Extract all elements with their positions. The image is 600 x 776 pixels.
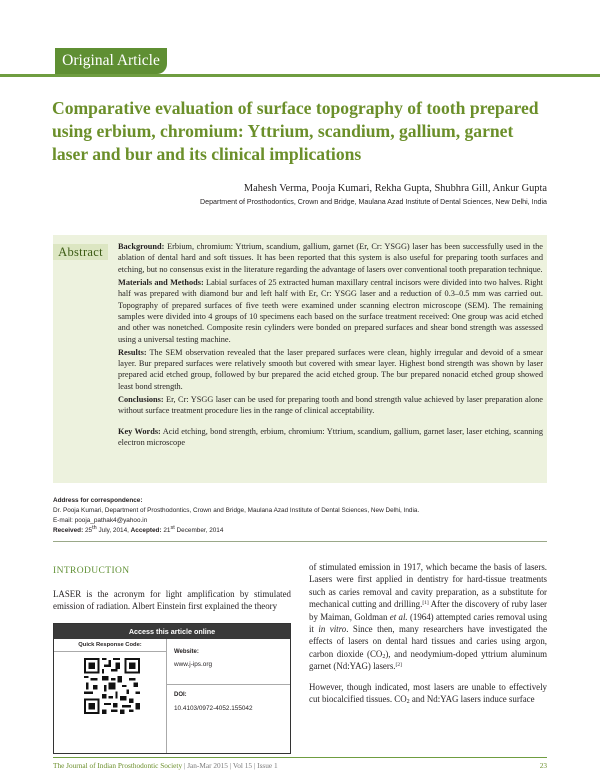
website-link[interactable]: www.j-ips.org (174, 661, 212, 668)
abstract-body (118, 241, 543, 450)
correspondence-email[interactable]: pooja_pathak4@yahoo.in (74, 517, 148, 524)
page-number: 23 (539, 761, 547, 770)
abstract-keywords: Key Words: Acid etching, bond strength, erbium, chromium: Yttrium, scandium, gallium, garnet laser, laser etching, scanning electron microscope (118, 426, 543, 447)
qr-code-cell (54, 652, 167, 753)
abstract-background: Background: Erbium, chromium: Yttrium, scandium, gallium, garnet (Er, Cr: YSGG) laser has been successfully used in the ablation of dental hard and soft tissues. It has been reported that this system is also useful for preparing tooth surfaces and etching, but no consensus exist in the literature regarding the advantage of lasers over conventional tooth preparation technique. (118, 242, 543, 274)
access-box-heading: Access this article online (54, 624, 290, 639)
citation-ref-2[interactable]: [2] (395, 662, 402, 669)
access-online-box (53, 623, 291, 754)
doi-label: DOI: (174, 692, 187, 698)
header-rule (0, 74, 600, 77)
footer-rule (53, 757, 547, 758)
citation-ref-1[interactable]: [1] (422, 600, 429, 607)
qr-code-icon[interactable] (84, 658, 140, 714)
introduction-paragraph-2: of stimulated emission in 1917, which became the basis of lasers. Lasers were first applied in dentistry for hard-tissue treatments such as caries removal and cavity preparation, as a substitute for mechanical cutting and drilling.[1] After the discovery of ruby laser by Maiman, Goldman et al. (1964) attempted caries removal using it in vitro. Since then, many researchers have investigated the effects of lasers on dental hard tissues and caries using argon, carbon dioxide $(CO_2)$, and neodymium-doped yttrium aluminum garnet (Nd:YAG) lasers.[2] (309, 562, 548, 672)
footer-journal (53, 761, 278, 770)
introduction-right-column (309, 561, 547, 705)
correspondence-divider (53, 541, 547, 542)
introduction-heading: INTRODUCTION (53, 566, 130, 576)
abstract-results: Results: The SEM observation revealed that the laser prepared surfaces were clean, highly irregular and devoid of a smear layer. Bur prepared surfaces were relatively smooth but covered with smear layer. Highest bond strength was shown by laser prepared acid etched group, followed by bur prepared the acid etched group. The bur prepared nonacid etched group showed least bond strength. (118, 347, 543, 391)
access-box-divider (167, 684, 290, 685)
doi-link[interactable]: 10.4103/0972-4052.155042 (174, 705, 253, 712)
correspondence-address: Dr. Pooja Kumari, Department of Prosthodontics, Crown and Bridge, Maulana Azad Institute of Dental Sciences, New Delhi, India. (53, 507, 420, 514)
article-title: Comparative evaluation of surface topography of tooth prepared using erbium, chromium: Yttrium, scandium, gallium, garnet laser and bur and its clinical implications (52, 98, 539, 164)
author-list: Mahesh Verma, Pooja Kumari, Rekha Gupta, Shubhra Gill, Ankur Gupta (243, 183, 547, 194)
author-affiliation: Department of Prosthodontics, Crown and Bridge, Maulana Azad Institute of Dental Sciences, New Delhi, India (200, 198, 547, 206)
abstract-conclusions: Conclusions: Er, Cr: YSGG laser can be used for preparing tooth and bond strength value achieved by laser preparation alone without surface treatment procedure lies in the range of clinical acceptability. (118, 394, 543, 416)
website-label: Website: (174, 649, 199, 655)
correspondence-label: Address for correspondence: (53, 497, 143, 504)
journal-issue-info: | Jan-Mar 2015 | Vol 15 | Issue 1 (182, 761, 278, 770)
correspondence-email-line: E-mail: pooja_pathak4@yahoo.in (53, 517, 148, 524)
introduction-paragraph-1: LASER is the acronym for light amplification by stimulated emission of radiation. Albert Einstein first explained the theory (53, 589, 291, 612)
correspondence-block (53, 496, 547, 536)
article-type-badge: Original Article (55, 48, 167, 74)
qr-code-label: Quick Response Code: (54, 639, 167, 652)
received-accepted-dates: Received: 25th July, 2014, Accepted: 21st December, 2014 (53, 525, 224, 534)
abstract-methods: Materials and Methods: Labial surfaces of 25 extracted human maxillary central incisors were divided into two halves. Right half was prepared with diamond bur and left half with Er, Cr: YSGG laser and a reduction of 0.3–0.5 mm was carried out. Topography of prepared surfaces of five teeth were examined under scanning electron microscope (SEM). The remaining samples were divided into 4 groups of 10 specimens each based on the surface treatment received: One group was acid etched and other was nonetched. Composite resin cylinders were bonded on prepared surfaces and shear bond strength was assessed using a universal testing machine. (118, 277, 543, 344)
introduction-paragraph-3: However, though indicated, most lasers are unable to effectively cut biocalcified tissues. $CO_2$ and Nd:YAG lasers induce surface (309, 681, 547, 706)
abstract-heading: Abstract (53, 244, 108, 260)
journal-name: The Journal of Indian Prosthodontic Society (53, 761, 183, 770)
